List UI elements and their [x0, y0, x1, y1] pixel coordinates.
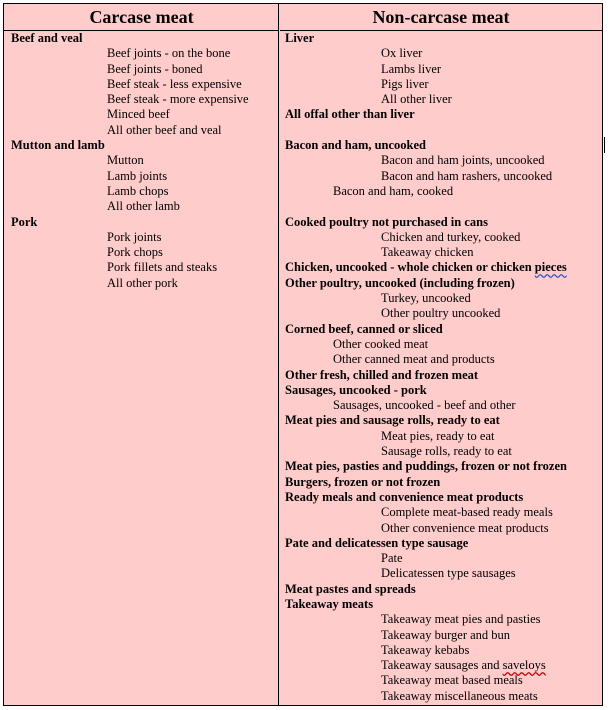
subcategory-item: Lamb chops — [107, 183, 169, 198]
category-heading: Pork — [11, 214, 38, 229]
subcategory-item: All other lamb — [107, 199, 180, 214]
subcategory-item: Pate — [381, 551, 403, 566]
category-heading: Sausages, uncooked - pork — [285, 382, 427, 397]
non-carcase-meat-column — [285, 31, 603, 704]
subcategory-item: Takeaway meat pies and pasties — [381, 612, 541, 627]
subcategory-item: Sausages, uncooked - beef and other — [333, 398, 516, 413]
subcategory-item: Takeaway chicken — [381, 245, 474, 260]
category-heading: All offal other than liver — [285, 107, 415, 122]
subcategory-item: Pork fillets and steaks — [107, 260, 218, 275]
subcategory-item: Ox liver — [381, 46, 423, 61]
subcategory-item: Takeaway burger and bun — [381, 627, 511, 642]
non-carcase-meat-header: Non-carcase meat — [280, 4, 602, 31]
category-heading: Meat pies, pasties and puddings, frozen or not frozen — [285, 459, 567, 474]
subcategory-item: Delicatessen type sausages — [381, 566, 516, 581]
category-heading: Pate and delicatessen type sausage — [285, 535, 469, 550]
subcategory-item: Turkey, uncooked — [381, 291, 471, 306]
category-heading: Bacon and ham, uncooked — [285, 138, 427, 153]
subcategory-item: Chicken and turkey, cooked — [381, 229, 521, 244]
category-heading: Meat pies and sausage rolls, ready to eat — [285, 413, 500, 428]
subcategory-item: Complete meat-based ready meals — [381, 505, 553, 520]
spacer — [285, 123, 603, 138]
subcategory-item: Other poultry uncooked — [381, 306, 501, 321]
subcategory-item: Other canned meat and products — [333, 352, 495, 367]
carcase-meat-column — [11, 31, 276, 291]
category-heading: Beef and veal — [11, 31, 83, 45]
category-heading: Takeaway meats — [285, 596, 374, 611]
subcategory-item: Minced beef — [107, 107, 170, 122]
subcategory-item: Mutton — [107, 153, 144, 168]
subcategory-item: Lambs liver — [381, 61, 442, 76]
subcategory-item: All other pork — [107, 275, 178, 290]
category-heading: Cooked poultry not purchased in cans — [285, 214, 488, 229]
subcategory-item: Takeaway kebabs — [381, 642, 470, 657]
category-heading: Chicken, uncooked - whole chicken or chicken pieces — [285, 260, 567, 275]
subcategory-item: Bacon and ham rashers, uncooked — [381, 168, 553, 183]
category-heading: Other poultry, uncooked (including frozen) — [285, 275, 515, 290]
subcategory-item: Other cooked meat — [333, 336, 429, 351]
category-heading: Mutton and lamb — [11, 138, 105, 153]
category-heading: Meat pastes and spreads — [285, 581, 416, 596]
subcategory-item: Bacon and ham, cooked — [333, 183, 454, 198]
subcategory-item: Lamb joints — [107, 168, 168, 183]
subcategory-item: Beef steak - less expensive — [107, 76, 242, 91]
category-heading: Corned beef, canned or sliced — [285, 321, 443, 336]
subcategory-item: Pork joints — [107, 229, 162, 244]
subcategory-item: Pigs liver — [381, 76, 429, 91]
subcategory-item: Bacon and ham joints, uncooked — [381, 153, 545, 168]
category-heading: Other fresh, chilled and frozen meat — [285, 367, 479, 382]
category-heading: Liver — [285, 31, 315, 45]
subcategory-item: All other liver — [381, 92, 452, 107]
carcase-meat-header: Carcase meat — [4, 4, 279, 31]
subcategory-item: Takeaway meat based meals — [381, 673, 523, 688]
subcategory-item: Takeaway miscellaneous meats — [381, 688, 538, 703]
category-heading: Burgers, frozen or not frozen — [285, 474, 441, 489]
subcategory-item: Meat pies, ready to eat — [381, 428, 495, 443]
subcategory-item: Takeaway sausages and saveloys — [381, 658, 546, 673]
subcategory-item: Beef joints - boned — [107, 61, 203, 76]
subcategory-item: Pork chops — [107, 245, 163, 260]
spacer — [285, 199, 603, 214]
meat-categories-table — [3, 3, 603, 706]
subcategory-item: Beef joints - on the bone — [107, 46, 231, 61]
subcategory-item: Other convenience meat products — [381, 520, 549, 535]
column-divider — [278, 4, 279, 705]
category-heading: Ready meals and convenience meat products — [285, 489, 524, 504]
subcategory-item: All other beef and veal — [107, 122, 222, 137]
subcategory-item: Sausage rolls, ready to eat — [381, 444, 512, 459]
subcategory-item: Beef steak - more expensive — [107, 92, 249, 107]
text-cursor — [604, 137, 605, 153]
